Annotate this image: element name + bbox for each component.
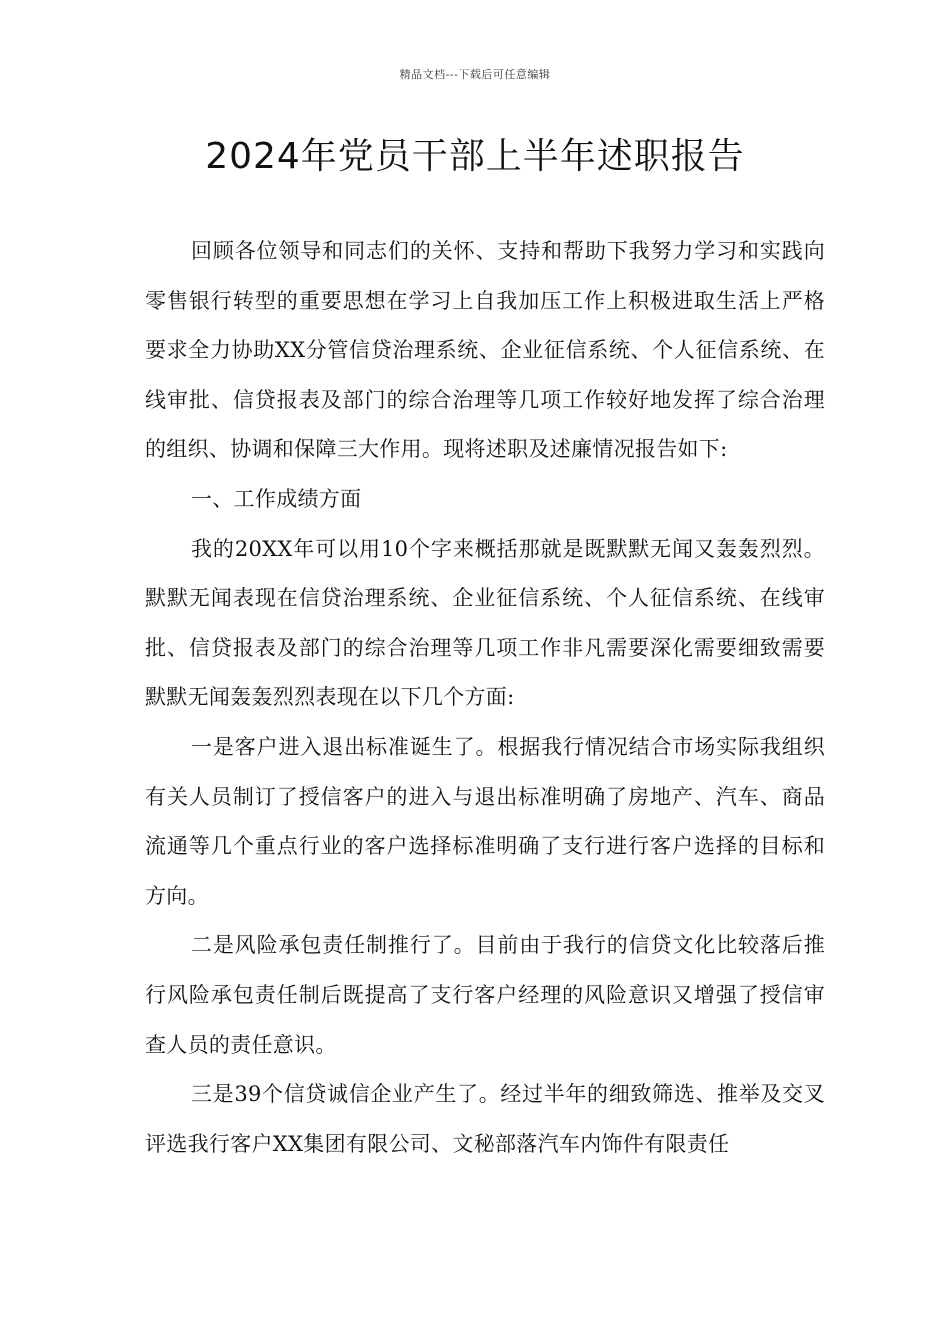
paragraph-point-two: 二是风险承包责任制推行了。目前由于我行的信贷文化比较落后推行风险承包责任制后既提高了支行客户经理的风险意识又增强了授信审查人员的责任意识。: [145, 933, 825, 1057]
paragraph-point-three: 三是39个信贷诚信企业产生了。经过半年的细致筛选、推举及交叉评选我行客户XX集团有限公司、文秘部落汽车内饰件有限责任: [145, 1082, 825, 1156]
header-note: 精品文档---下载后可任意编辑: [399, 68, 551, 81]
paragraph-intro: 回顾各位领导和同志们的关怀、支持和帮助下我努力学习和实践向零售银行转型的重要思想在学习上自我加压工作上积极进取生活上严格要求全力协助XX分管信贷治理系统、企业征信系统、个人征信系统、在线审批、信贷报表及部门的综合治理等几项工作较好地发挥了综合治理的组织、协调和保障三大作用。现将述职及述廉情况报告如下:: [145, 239, 825, 462]
section-heading-achievements: 一、工作成绩方面: [191, 486, 362, 511]
document-title: 2024年党员干部上半年述职报告: [205, 136, 745, 177]
paragraph-summary: 我的20XX年可以用10个字来概括那就是既默默无闻又轰轰烈烈。默默无闻表现在信贷治理系统、企业征信系统、个人征信系统、在线审批、信贷报表及部门的综合治理等几项工作非凡需要深化需要细致需要默默无闻轰轰烈烈表现在以下几个方面:: [145, 536, 825, 710]
paragraph-point-one: 一是客户进入退出标准诞生了。根据我行情况结合市场实际我组织有关人员制订了授信客户的进入与退出标准明确了房地产、汽车、商品流通等几个重点行业的客户选择标准明确了支行进行客户选择的目标和方向。: [145, 734, 825, 908]
document-body: [145, 227, 825, 1169]
